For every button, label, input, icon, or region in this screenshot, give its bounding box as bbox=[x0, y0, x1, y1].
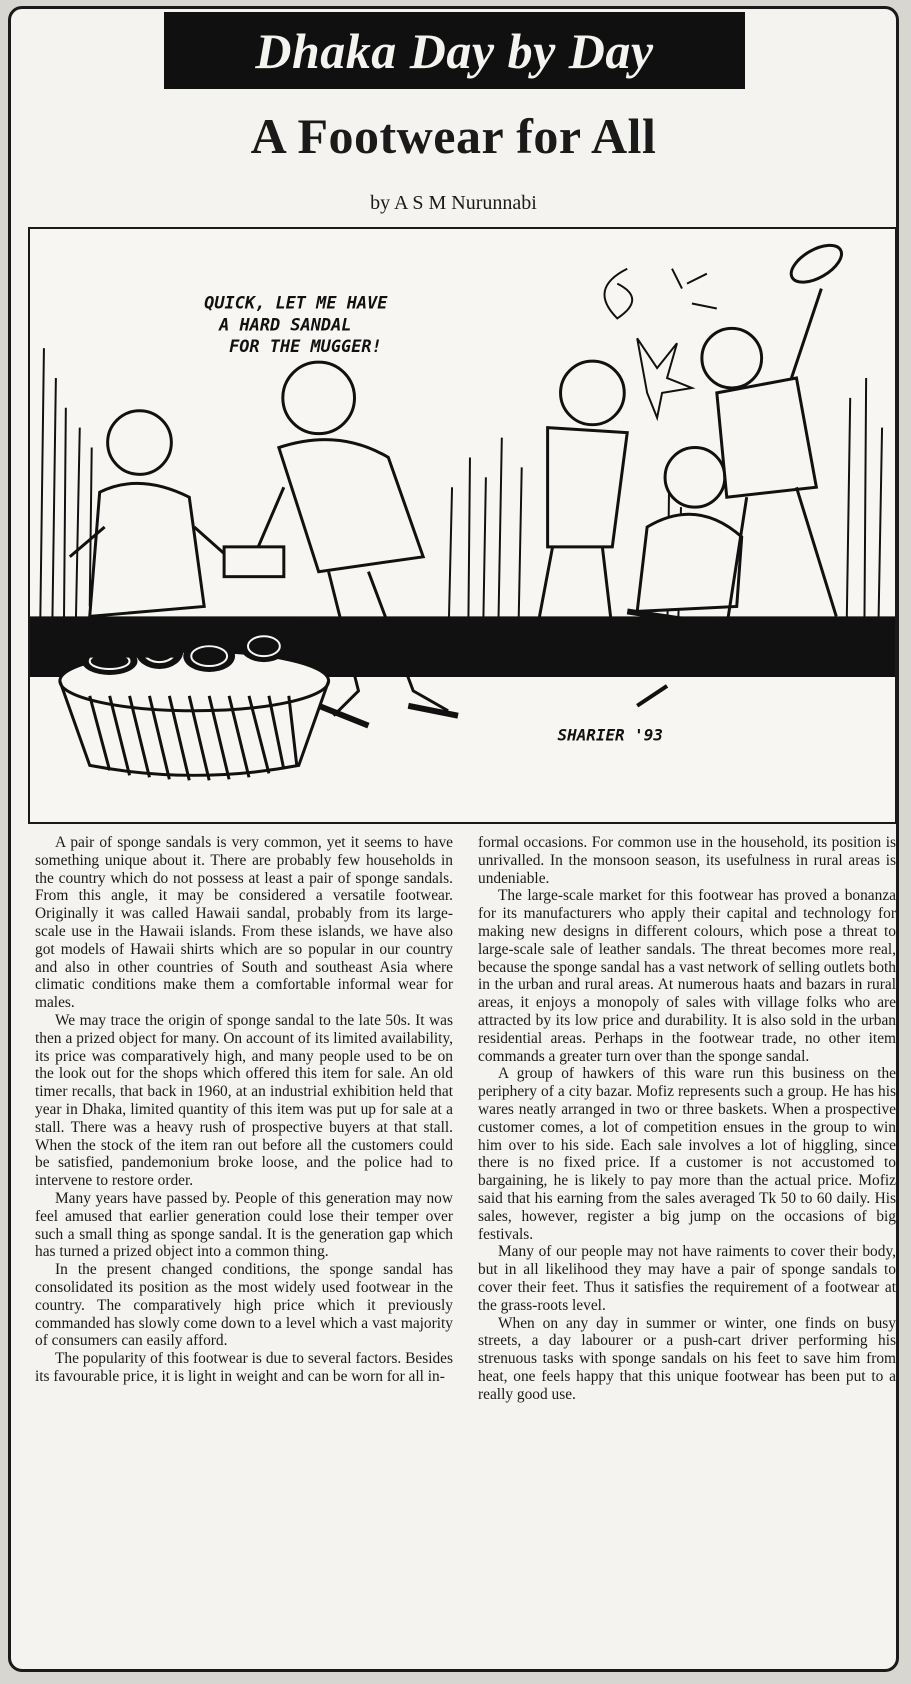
newspaper-clipping bbox=[8, 6, 899, 1672]
mugger-figure bbox=[523, 361, 647, 646]
paragraph: The large-scale market for this footwear has proved a bonanza for its manufacturers who apply their capital and technology for making new designs in different colours, which pose a threat to large-scale sale of leather sandals. The threat becomes more real, because the sponge sandal has a vast network of selling outlets both in the urban and rural areas. At numerous haats and bazars in rural areas, it enjoys a monopoly of sales with village folks who are attracted by its low price and durability. It is also sold in the urban residential areas. Perhaps in the footwear trade, no other item commands a greater turn over than the sponge sandal. bbox=[478, 887, 896, 1065]
article-headline: A Footwear for All bbox=[250, 108, 657, 164]
paragraph: In the present changed conditions, the sponge sandal has consolidated its position as the most widely used footwear in the country. The comparatively high price which it previously commanded has slowly come down to a level which a vast majority of consumers can easily afford. bbox=[35, 1261, 453, 1350]
cartoon-illustration bbox=[28, 227, 897, 824]
banner-title: Dhaka Day by Day bbox=[255, 22, 654, 79]
article-column-right bbox=[478, 834, 896, 1404]
paragraph: A group of hawkers of this ware run this business on the periphery of a city bazar. Mofiz represents such a group. He has his wares neatly arranged in two or three baskets. When a prospective customer comes, a lot of competition ensues in the group to win him over to his side. Each sale involves a lot of higgling, since there is no fixed price. If a customer is not accustomed to bargaining, he is likely to pay more than the actual price. Mofiz said that his earning from the sales averaged Tk 50 to 60 daily. His sales, however, register a big jump on the occasions of big festivals. bbox=[478, 1065, 896, 1243]
paragraph: We may trace the origin of sponge sandal to the late 50s. It was then a prized object for many. On account of its limited availability, its price was comparatively high, and many people used to be on the look out for the shops which offered this item for sale. An old timer recalls, that back in 1960, at an industrial exhibition held that year in Dhaka, limited quantity of this item was put up for sale at a stall. There was a heavy rush of prospective buyers at that stall. When the stock of the item ran out before all the customers could be satisfied, pandemonium broke loose, and the police had to intervene to restore order. bbox=[35, 1011, 453, 1190]
paragraph: The popularity of this footwear is due to several factors. Besides its favourable price, it is light in weight and can be worn for all in- bbox=[35, 1350, 453, 1385]
paragraph: Many years have passed by. People of this generation may now feel amused that earlier generation could lose their temper over such a small thing as sponge sandal. It is the generation gap which has turned a prized object into a common thing. bbox=[35, 1189, 453, 1261]
paragraph: A pair of sponge sandals is very common, yet it seems to have something unique about it. There are probably few households in the country which do not possess at least a pair of sponge sandals. From this angle, it may be considered a versatile footwear. Originally it was called Hawaii sandal, probably from its large-scale use in the Hawaii islands. From these islands, we have also got models of Hawaii shirts which are so popular in our country and also in other countries of South and southeast Asia where climatic conditions make them a comfortable informal wear for males. bbox=[35, 834, 453, 1012]
column-banner bbox=[164, 12, 745, 89]
paragraph-continuation: formal occasions. For common use in the household, its position is unrivalled. In the monsoon season, its usefulness in rural areas is undeniable. bbox=[478, 834, 896, 887]
speech-bubble bbox=[204, 292, 388, 356]
article-column-left bbox=[35, 834, 453, 1386]
paragraph: Many of our people may not have raiments to cover their body, but in all likelihood they may have a pair of sponge sandals to cover their feet. Thus it satisfies the requirement of a footwear at the grass-roots level. bbox=[478, 1243, 896, 1314]
paragraph: When on any day in summer or winter, one finds on busy streets, a day labourer or a push-cart driver performing his strenuous tasks with sponge sandals on his feet to save him from heat, one feels happy that this unique footwear has been put to a really good use. bbox=[478, 1314, 896, 1403]
cartoon-drawing bbox=[30, 229, 895, 822]
speech-line-1: QUICK, LET ME HAVE bbox=[204, 292, 388, 313]
speech-line-3: FOR THE MUGGER! bbox=[229, 336, 382, 357]
cartoonist-signature: SHARIER '93 bbox=[557, 725, 663, 745]
article-byline: by A S M Nurunnabi bbox=[370, 192, 537, 214]
speech-line-2: A HARD SANDAL bbox=[219, 314, 352, 335]
